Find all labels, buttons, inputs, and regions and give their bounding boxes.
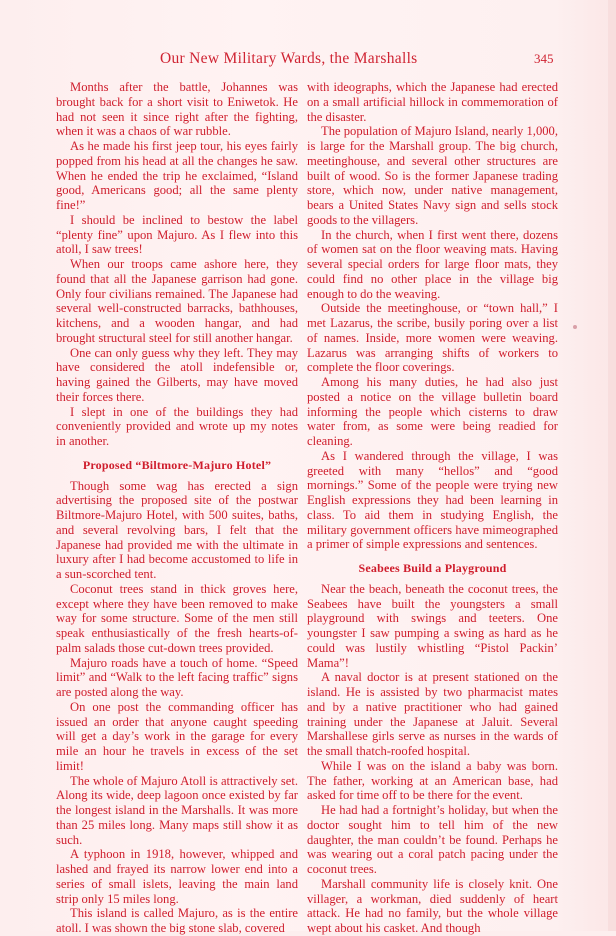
page-number: 345 bbox=[534, 51, 554, 66]
page-header bbox=[0, 50, 616, 70]
paragraph: When our troops came ashore here, they found that all the Japanese garrison had gone. Only four civilians remained. The Japanese had several well-constructed barracks, bathhouses, kitchens, and a wooden hangar, and had brought structural steel for still another hangar. bbox=[56, 257, 298, 345]
paragraph: One can only guess why they left. They may have considered the atoll indefensible or, having gained the Gilberts, may have moved their forces there. bbox=[56, 345, 298, 404]
paragraph: Though some wag has erected a sign advertising the proposed site of the postwar Biltmore-Majuro Hotel, with 500 suites, baths, and several revolving bars, I felt that the Japanese had provided me with the ultimate in luxury after I had become accustomed to life in a sun-scorched tent. bbox=[56, 478, 298, 581]
paragraph: On one post the commanding officer has issued an order that anyone caught speeding will get a day’s work in the garage for every mile an hour he travels in excess of the set limit! bbox=[56, 699, 298, 773]
paragraph: Outside the meetinghouse, or “town hall,” I met Lazarus, the scribe, busily poring over a list of names. Inside, more women were weaving. Lazarus was arranging shifts of workers to complete the floor coverings. bbox=[307, 301, 558, 375]
section-heading: Proposed “Biltmore-Majuro Hotel” bbox=[82, 457, 272, 472]
paragraph: Months after the battle, Johannes was brought back for a short visit to Eniwetok. He had not seen it since right after the fighting, when it was a chaos of war rubble. bbox=[56, 80, 298, 139]
paragraph: I should be inclined to bestow the label “plenty fine” upon Majuro. As I flew into this atoll, I saw trees! bbox=[56, 212, 298, 257]
paragraph: In the church, when I first went there, dozens of women sat on the floor weaving mats. Having several special orders for large floor mats, they could find no other place in the village big enough to do the weaving. bbox=[307, 227, 558, 301]
paragraph: He had had a fortnight’s holiday, but when the doctor sought him to tell him of the new daughter, the man couldn’t be found. Perhaps he was wearing out a coral patch pacing under the coconut trees. bbox=[307, 803, 558, 876]
paper-speck bbox=[573, 325, 577, 329]
section-heading: Seabees Build a Playground bbox=[358, 561, 507, 575]
running-title: Our New Military Wards, the Marshalls bbox=[160, 50, 418, 67]
paragraph: A naval doctor is at present stationed on the island. He is assisted by two pharmacist mates and by a native practitioner who had gained training under the Japanese at Jaluit. Several Marshallese girls serve as nurses in the wards of the small thatch-roofed hospital. bbox=[307, 670, 558, 758]
paragraph: A typhoon in 1918, however, whipped and lashed and frayed its narrow lower end into a series of small islets, leaving the main land strip only 15 miles long. bbox=[56, 847, 298, 906]
paragraph: While I was on the island a baby was born. The father, working at an American base, had asked for time off to be there for the event. bbox=[307, 758, 558, 803]
paragraph: As I wandered through the village, I was greeted with many “hellos” and “good mornings.” Some of the people were trying new English expressions they had been learning in class. To aid them in studying English, the military government officers have mimeographed a primer of simple expressions and sentences. bbox=[307, 448, 558, 552]
paragraph-continued: with ideographs, which the Japanese had erected on a small artificial hillock in commemoration of the disaster. bbox=[307, 80, 558, 124]
page-edge bbox=[608, 0, 616, 931]
paragraph: Near the beach, beneath the coconut trees, the Seabees have built the youngsters a small playground with swings and teeters. One youngster I saw pumping a swing as hard as he could was lustily whistling “Pistol Packin’ Mama”! bbox=[307, 581, 558, 670]
paragraph: Coconut trees stand in thick groves here, except where they have been removed to make way for some structure. Some of the men still speak enthusiastically of the fresh hearts-of-palm salads those cut-down trees provided. bbox=[56, 581, 298, 655]
left-column bbox=[56, 80, 298, 936]
paragraph: This island is called Majuro, as is the entire atoll. I was shown the big stone slab, covered bbox=[56, 906, 298, 935]
paragraph: The whole of Majuro Atoll is attractively set. Along its wide, deep lagoon once existed by far the longest island in the Marshalls. It was more than 25 miles long. Many maps still show it as such. bbox=[56, 773, 298, 847]
right-column bbox=[307, 80, 558, 936]
paragraph: The population of Majuro Island, nearly 1,000, is large for the Marshall group. The big church, meetinghouse, and several other structures are built of wood. So is the former Japanese trading store, which now, under native management, bears a United States Navy sign and sells stock goods to the villagers. bbox=[307, 124, 558, 227]
paragraph: Marshall community life is closely knit. One villager, a workman, died suddenly of heart attack. He had no family, but the whole village wept about his casket. And though bbox=[307, 876, 558, 935]
paragraph: I slept in one of the buildings they had conveniently provided and wrote up my notes in another. bbox=[56, 404, 298, 448]
paragraph: As he made his first jeep tour, his eyes fairly popped from his head at all the changes he saw. When he ended the trip he exclaimed, “Island good, Americans good; all the same plenty fine!” bbox=[56, 139, 298, 212]
paragraph: Among his many duties, he had also just posted a notice on the village bulletin board informing the people which cisterns to draw water from, as some were being readied for cleaning. bbox=[307, 375, 558, 448]
paragraph: Majuro roads have a touch of home. “Speed limit” and “Walk to the left facing traffic” signs are posted along the way. bbox=[56, 655, 298, 699]
